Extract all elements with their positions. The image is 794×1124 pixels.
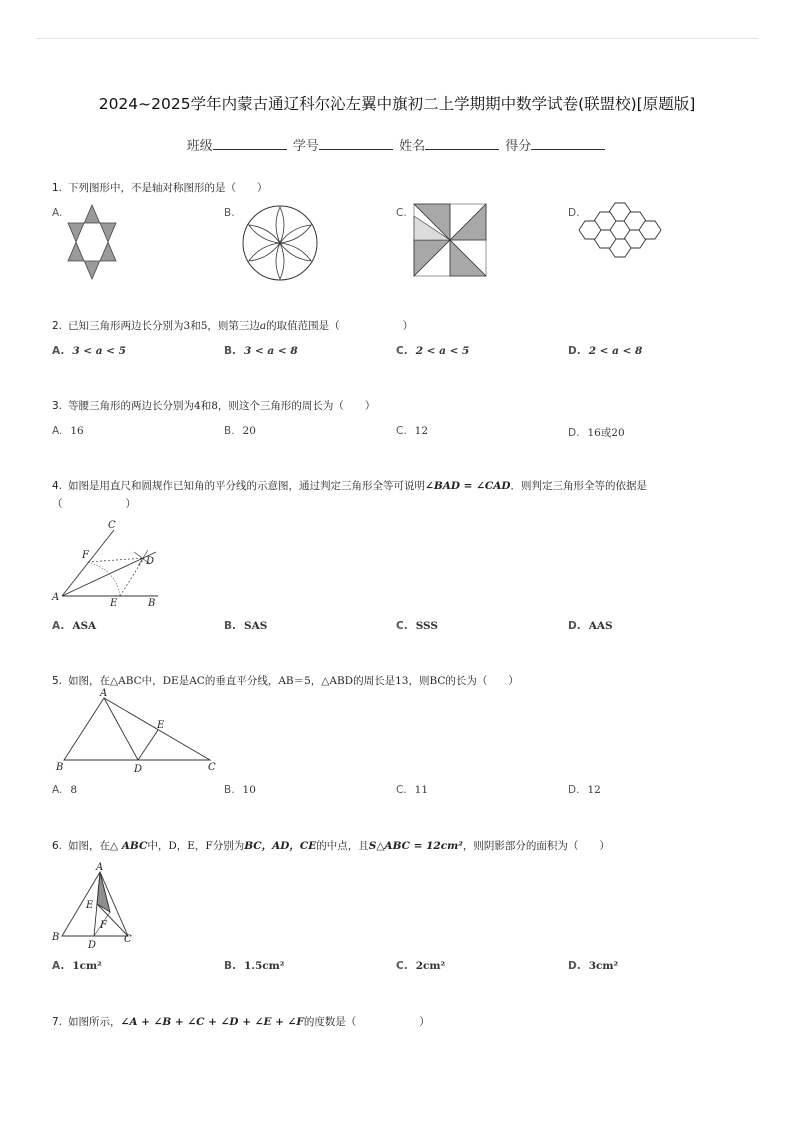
question-3: 3. 等腰三角形的两边长分别为4和8，则这个三角形的周长为（ ）: [52, 400, 376, 412]
q4-option-c[interactable]: C. SSS: [396, 620, 438, 632]
area-formula: S△ABC = 12cm²: [368, 840, 463, 852]
student-info-row: [0, 135, 794, 154]
q5-label-d: D: [134, 764, 143, 775]
variable-a: a: [259, 320, 267, 332]
class-label: 班级: [186, 139, 213, 154]
q6-label-a: A: [96, 862, 104, 873]
q6-label-f: F: [100, 920, 107, 931]
q2-option-c[interactable]: C. 2 < a < 5: [396, 345, 470, 357]
q3-option-d[interactable]: D. 16或20: [568, 427, 625, 439]
exam-title: 2024~2025学年内蒙古通辽科尔沁左翼中旗初二上学期期中数学试卷(联盟校)[原题版]: [98, 95, 696, 113]
q4-label-e: E: [110, 598, 118, 609]
q5-figure-triangle: [52, 686, 224, 774]
q4-label-d: D: [146, 556, 155, 567]
question-2: 2. 已知三角形两边长分别为3和5，则第三边a的取值范围是（ ）: [52, 320, 414, 332]
name-label: 姓名: [399, 139, 426, 154]
id-label: 学号: [292, 139, 319, 154]
q4-label-a: A: [52, 592, 60, 603]
q6-label-e: E: [86, 900, 94, 911]
angle-formula: ∠BAD = ∠CAD: [425, 480, 511, 492]
q5-label-a: A: [100, 688, 108, 699]
q2-option-d[interactable]: D. 2 < a < 8: [568, 345, 643, 357]
question-7: 7. 如图所示，∠A + ∠B + ∠C + ∠D + ∠E + ∠F的度数是（ ）: [52, 1016, 430, 1028]
id-blank[interactable]: [319, 137, 393, 150]
top-divider: [36, 38, 758, 39]
q6-option-a[interactable]: A. 1cm²: [52, 960, 102, 972]
q3-option-b[interactable]: B. 20: [224, 425, 256, 437]
q3-option-c[interactable]: C. 12: [396, 425, 429, 437]
q1-figure-b-flower-circle: [240, 203, 320, 283]
q5-option-a[interactable]: A. 8: [52, 784, 78, 796]
q6-label-b: B: [52, 932, 60, 943]
q6-option-b[interactable]: B. 1.5cm²: [224, 960, 285, 972]
question-4-line2: （ ）: [52, 498, 136, 510]
q6-option-c[interactable]: C. 2cm²: [396, 960, 446, 972]
q4-label-c: C: [108, 520, 116, 531]
q1-option-d-label[interactable]: D.: [568, 207, 580, 219]
q1-option-a-label[interactable]: A.: [52, 207, 63, 219]
score-label: 得分: [505, 139, 532, 154]
question-4: 4. 如图是用直尺和圆规作已知角的平分线的示意图，通过判定三角形全等可说明∠BAD = ∠CAD．则判定三角形全等的依据是: [52, 480, 647, 492]
q5-label-b: B: [56, 762, 64, 773]
q3-option-a[interactable]: A. 16: [52, 425, 84, 437]
angle-sum-formula: ∠A + ∠B + ∠C + ∠D + ∠E + ∠F: [120, 1016, 304, 1028]
class-blank[interactable]: [213, 137, 287, 150]
q4-option-b[interactable]: B. SAS: [224, 620, 268, 632]
q5-option-d[interactable]: D. 12: [568, 784, 601, 796]
q6-label-c: C: [124, 934, 132, 945]
question-6: 6. 如图，在△ ABC中，D，E，F分别为BC，AD，CE的中点，且S△ABC = 12cm²，则阴影部分的面积为（ ）: [52, 840, 610, 852]
q5-label-e: E: [157, 720, 165, 731]
q1-figure-a-hexagram: [66, 203, 118, 281]
q1-figure-c-pinwheel: [413, 203, 487, 277]
q4-label-f: F: [82, 550, 89, 561]
q4-figure-angle-bisector: [52, 518, 164, 610]
q5-option-b[interactable]: B. 10: [224, 784, 256, 796]
q5-option-c[interactable]: C. 11: [396, 784, 429, 796]
q1-option-c-label[interactable]: C.: [396, 207, 407, 219]
q1-figure-d-hexagons: [584, 201, 662, 273]
q6-figure-shaded-triangle: [52, 860, 140, 950]
segments-list: BC，AD，CE: [244, 840, 317, 852]
q4-label-b: B: [148, 598, 156, 609]
question-1: 1. 下列图形中，不是轴对称图形的是（ ）: [52, 182, 268, 194]
name-blank[interactable]: [425, 137, 499, 150]
triangle-abc: △ ABC: [110, 840, 148, 852]
q5-label-c: C: [208, 762, 216, 773]
score-blank[interactable]: [531, 137, 605, 150]
question-5: 5. 如图，在△ABC中，DE是AC的垂直平分线，AB＝5，△ABD的周长是13，则BC的长为（ ）: [52, 675, 519, 687]
question-1-text: 下列图形中，不是轴对称图形的是（ ）: [68, 182, 268, 194]
q4-option-d[interactable]: D. AAS: [568, 620, 613, 632]
q6-option-d[interactable]: D. 3cm²: [568, 960, 619, 972]
q6-label-d: D: [88, 940, 97, 951]
q2-option-a[interactable]: A. 3 < a < 5: [52, 345, 126, 357]
q1-option-b-label[interactable]: B.: [224, 207, 235, 219]
q2-option-b[interactable]: B. 3 < a < 8: [224, 345, 298, 357]
q4-option-a[interactable]: A. ASA: [52, 620, 97, 632]
